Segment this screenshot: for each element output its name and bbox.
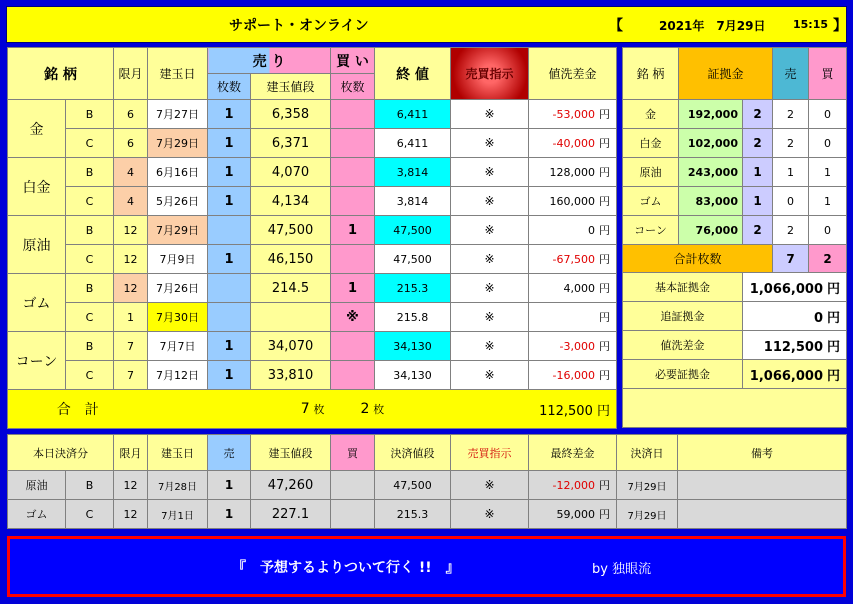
margin-buy: 1 (809, 158, 847, 187)
position-diff (529, 100, 617, 129)
position-date: 7月30日 (148, 303, 208, 332)
diff-value: 128,000 (549, 166, 595, 179)
settled-settle-date: 7月29日 (617, 500, 678, 529)
margin-buy: 0 (809, 100, 847, 129)
position-row (8, 274, 617, 303)
settled-header-settle-date: 決済日 (617, 435, 678, 471)
position-type: C (66, 187, 114, 216)
position-sell-qty: 1 (208, 332, 251, 361)
diff-value: -16,000 (552, 369, 595, 382)
settled-price: 47,260 (251, 471, 331, 500)
position-date: 7月9日 (148, 245, 208, 274)
position-row (8, 129, 617, 158)
settled-header-name: 本日決済分 (8, 435, 114, 471)
position-date: 7月29日 (148, 216, 208, 245)
position-type: B (66, 332, 114, 361)
position-type: C (66, 361, 114, 390)
position-month: 7 (114, 332, 148, 361)
diff-unit: 円 (599, 195, 610, 208)
position-type: B (66, 158, 114, 187)
settled-month: 12 (114, 471, 148, 500)
position-diff (529, 187, 617, 216)
position-price: 47,500 (251, 216, 331, 245)
position-sell-qty: 1 (208, 158, 251, 187)
settled-diff-unit: 円 (599, 508, 610, 521)
header-buy: 買 い (331, 48, 375, 74)
settled-price: 227.1 (251, 500, 331, 529)
position-buy-qty (331, 245, 375, 274)
summary-amount: 112,500 (763, 339, 823, 355)
position-mark: ※ (451, 245, 529, 274)
settled-note (678, 500, 847, 529)
position-type: B (66, 274, 114, 303)
position-diff (529, 274, 617, 303)
position-month: 12 (114, 245, 148, 274)
settled-name: ゴム (8, 500, 66, 529)
footer-by: by 独眼流 (592, 562, 652, 577)
settled-header-open-date: 建玉日 (148, 435, 208, 471)
margin-sell: 2 (773, 100, 809, 129)
margin-header-buy: 買 (809, 48, 847, 100)
margin-amount: 243,000 (679, 158, 743, 187)
margin-blank (623, 389, 847, 428)
margin-table (622, 47, 847, 428)
position-mark: ※ (451, 274, 529, 303)
settled-header-sell: 売 (208, 435, 251, 471)
position-row (8, 100, 617, 129)
position-month: 12 (114, 274, 148, 303)
position-type: C (66, 245, 114, 274)
header-buy-qty: 枚数 (331, 74, 375, 100)
margin-amount: 102,000 (679, 129, 743, 158)
position-buy-qty: ※ (331, 303, 375, 332)
summary-unit: 円 (827, 368, 841, 384)
position-mark: ※ (451, 187, 529, 216)
position-diff (529, 129, 617, 158)
settled-date: 7月28日 (148, 471, 208, 500)
position-diff (529, 158, 617, 187)
bracket-close: 】 (833, 18, 847, 34)
summary-label: 必要証拠金 (623, 360, 743, 389)
settled-header-month: 限月 (114, 435, 148, 471)
position-month: 4 (114, 187, 148, 216)
position-buy-qty (331, 361, 375, 390)
app-title: サポート・オンライン (229, 18, 369, 34)
settled-header-instruction: 売買指示 (451, 435, 529, 471)
settled-diff-value: 59,000 (556, 508, 595, 521)
position-close: 215.8 (375, 303, 451, 332)
position-name: 原油 (8, 216, 66, 274)
position-sell-qty: 1 (208, 129, 251, 158)
position-date: 6月16日 (148, 158, 208, 187)
position-sell-qty: 1 (208, 100, 251, 129)
position-diff (529, 361, 617, 390)
position-type: C (66, 303, 114, 332)
position-row (8, 303, 617, 332)
position-month: 4 (114, 158, 148, 187)
position-close: 47,500 (375, 216, 451, 245)
position-close: 3,814 (375, 187, 451, 216)
diff-unit: 円 (599, 282, 610, 295)
summary-unit: 円 (827, 281, 841, 297)
total-diff: 112,500 円 (529, 390, 617, 429)
position-close: 34,130 (375, 361, 451, 390)
position-mark: ※ (451, 158, 529, 187)
settled-month: 12 (114, 500, 148, 529)
settled-table (7, 434, 847, 529)
position-sell-qty: 1 (208, 187, 251, 216)
settled-settle-price: 47,500 (375, 471, 451, 500)
position-name: 白金 (8, 158, 66, 216)
margin-header-margin: 証拠金 (679, 48, 773, 100)
total-label: 合 計 (8, 390, 148, 429)
margin-amount: 83,000 (679, 187, 743, 216)
summary-row (623, 302, 847, 331)
position-price: 6,358 (251, 100, 331, 129)
margin-total-sell: 7 (773, 245, 809, 273)
summary-row (623, 331, 847, 360)
settled-header-buy: 買 (331, 435, 375, 471)
margin-row (623, 158, 847, 187)
diff-value: 0 (588, 224, 595, 237)
settled-name: 原油 (8, 471, 66, 500)
position-mark: ※ (451, 332, 529, 361)
margin-sell: 2 (773, 216, 809, 245)
margin-qty: 1 (743, 158, 773, 187)
position-row (8, 245, 617, 274)
settled-buy (331, 500, 375, 529)
position-buy-qty (331, 158, 375, 187)
position-close: 6,411 (375, 100, 451, 129)
position-date: 7月26日 (148, 274, 208, 303)
margin-row (623, 100, 847, 129)
position-buy-qty (331, 100, 375, 129)
diff-unit: 円 (599, 108, 610, 121)
margin-qty: 2 (743, 129, 773, 158)
position-close: 34,130 (375, 332, 451, 361)
position-price: 4,134 (251, 187, 331, 216)
header-qty: 枚数 (208, 74, 251, 100)
position-close: 47,500 (375, 245, 451, 274)
position-mark: ※ (451, 216, 529, 245)
margin-buy: 0 (809, 216, 847, 245)
position-buy-qty (331, 187, 375, 216)
settled-settle-price: 215.3 (375, 500, 451, 529)
position-mark: ※ (451, 100, 529, 129)
header-instruction: 売買指示 (451, 48, 529, 100)
position-price: 46,150 (251, 245, 331, 274)
position-name: ゴム (8, 274, 66, 332)
margin-name: 金 (623, 100, 679, 129)
position-buy-qty: 1 (331, 274, 375, 303)
position-sell-qty (208, 216, 251, 245)
settled-row (8, 471, 847, 500)
diff-unit: 円 (599, 137, 610, 150)
position-row (8, 361, 617, 390)
settled-settle-date: 7月29日 (617, 471, 678, 500)
summary-unit: 円 (827, 339, 841, 355)
margin-sell: 2 (773, 129, 809, 158)
settled-diff (529, 471, 617, 500)
settled-header-settle-price: 決済値段 (375, 435, 451, 471)
diff-value: -67,500 (552, 253, 595, 266)
position-sell-qty: 1 (208, 245, 251, 274)
position-price: 214.5 (251, 274, 331, 303)
position-sell-qty (208, 274, 251, 303)
diff-unit: 円 (599, 340, 610, 353)
margin-qty: 2 (743, 100, 773, 129)
margin-qty: 1 (743, 187, 773, 216)
date-display: 2021年 7月29日 (659, 19, 766, 33)
diff-unit: 円 (599, 369, 610, 382)
position-price: 6,371 (251, 129, 331, 158)
position-close: 215.3 (375, 274, 451, 303)
position-month: 7 (114, 361, 148, 390)
header-month: 限月 (114, 48, 148, 100)
summary-row (623, 360, 847, 389)
margin-header-name: 銘 柄 (623, 48, 679, 100)
header-open-date: 建玉日 (148, 48, 208, 100)
settled-sell: 1 (208, 471, 251, 500)
position-diff (529, 303, 617, 332)
settled-note (678, 471, 847, 500)
footer-motto: 『 予想するよりついて行く !! 』 (232, 560, 460, 576)
margin-qty: 2 (743, 216, 773, 245)
margin-name: コーン (623, 216, 679, 245)
position-price: 4,070 (251, 158, 331, 187)
position-close: 3,814 (375, 158, 451, 187)
position-type: C (66, 129, 114, 158)
position-date: 7月12日 (148, 361, 208, 390)
position-sell-qty (208, 303, 251, 332)
diff-value: 160,000 (549, 195, 595, 208)
diff-unit: 円 (599, 166, 610, 179)
position-month: 6 (114, 129, 148, 158)
summary-row (623, 273, 847, 302)
margin-amount: 192,000 (679, 100, 743, 129)
position-close: 6,411 (375, 129, 451, 158)
settled-mark: ※ (451, 500, 529, 529)
margin-sell: 1 (773, 158, 809, 187)
diff-value: -40,000 (552, 137, 595, 150)
summary-label: 値洗差金 (623, 331, 743, 360)
position-buy-qty (331, 332, 375, 361)
footer-banner (7, 536, 846, 597)
position-diff (529, 332, 617, 361)
settled-header-price: 建玉値段 (251, 435, 331, 471)
position-mark: ※ (451, 361, 529, 390)
diff-unit: 円 (599, 253, 610, 266)
margin-sell: 0 (773, 187, 809, 216)
summary-amount: 1,066,000 (749, 368, 823, 384)
summary-amount: 1,066,000 (749, 281, 823, 297)
position-row (8, 216, 617, 245)
margin-amount: 76,000 (679, 216, 743, 245)
margin-name: 白金 (623, 129, 679, 158)
time-display: 15:15 (793, 18, 829, 31)
header-sell: 売 り (208, 48, 331, 74)
summary-value (743, 360, 847, 389)
position-type: B (66, 216, 114, 245)
summary-amount: 0 (813, 310, 823, 326)
diff-unit: 円 (599, 311, 610, 324)
diff-value: -53,000 (552, 108, 595, 121)
summary-unit: 円 (827, 310, 841, 326)
position-mark: ※ (451, 303, 529, 332)
position-buy-qty: 1 (331, 216, 375, 245)
position-name: コーン (8, 332, 66, 390)
position-mark: ※ (451, 129, 529, 158)
position-buy-qty (331, 129, 375, 158)
position-month: 6 (114, 100, 148, 129)
settled-date: 7月1日 (148, 500, 208, 529)
settled-mark: ※ (451, 471, 529, 500)
position-row (8, 158, 617, 187)
position-diff (529, 216, 617, 245)
margin-name: 原油 (623, 158, 679, 187)
position-row (8, 332, 617, 361)
settled-diff (529, 500, 617, 529)
positions-table (7, 47, 617, 429)
margin-buy: 1 (809, 187, 847, 216)
position-price: 33,810 (251, 361, 331, 390)
total-sell: 7 枚 (208, 390, 331, 429)
header-diff: 値洗差金 (529, 48, 617, 100)
settled-header-note: 備考 (678, 435, 847, 471)
summary-value (743, 302, 847, 331)
settled-sell: 1 (208, 500, 251, 529)
settled-type: B (66, 471, 114, 500)
position-sell-qty: 1 (208, 361, 251, 390)
diff-value: -3,000 (559, 340, 595, 353)
bracket-open: 【 (609, 18, 623, 34)
settled-row (8, 500, 847, 529)
header-close: 終 値 (375, 48, 451, 100)
margin-total-label: 合計枚数 (623, 245, 773, 273)
settled-buy (331, 471, 375, 500)
position-date: 7月27日 (148, 100, 208, 129)
position-date: 7月7日 (148, 332, 208, 361)
summary-label: 基本証拠金 (623, 273, 743, 302)
position-month: 12 (114, 216, 148, 245)
position-price: 34,070 (251, 332, 331, 361)
margin-row (623, 187, 847, 216)
position-diff (529, 245, 617, 274)
title-bar (6, 6, 847, 43)
position-price (251, 303, 331, 332)
margin-buy: 0 (809, 129, 847, 158)
position-date: 7月29日 (148, 129, 208, 158)
total-buy: 2 枚 (331, 390, 451, 429)
header-name: 銘 柄 (8, 48, 114, 100)
margin-row (623, 129, 847, 158)
summary-value (743, 331, 847, 360)
settled-diff-value: -12,000 (552, 479, 595, 492)
margin-row (623, 216, 847, 245)
position-row (8, 187, 617, 216)
position-month: 1 (114, 303, 148, 332)
margin-total-buy: 2 (809, 245, 847, 273)
position-date: 5月26日 (148, 187, 208, 216)
summary-label: 追証拠金 (623, 302, 743, 331)
settled-header-final-diff: 最終差金 (529, 435, 617, 471)
margin-header-sell: 売 (773, 48, 809, 100)
margin-name: ゴム (623, 187, 679, 216)
position-type: B (66, 100, 114, 129)
summary-value (743, 273, 847, 302)
diff-unit: 円 (599, 224, 610, 237)
settled-type: C (66, 500, 114, 529)
header-price: 建玉値段 (251, 74, 331, 100)
position-name: 金 (8, 100, 66, 158)
diff-value: 4,000 (563, 282, 595, 295)
settled-diff-unit: 円 (599, 479, 610, 492)
